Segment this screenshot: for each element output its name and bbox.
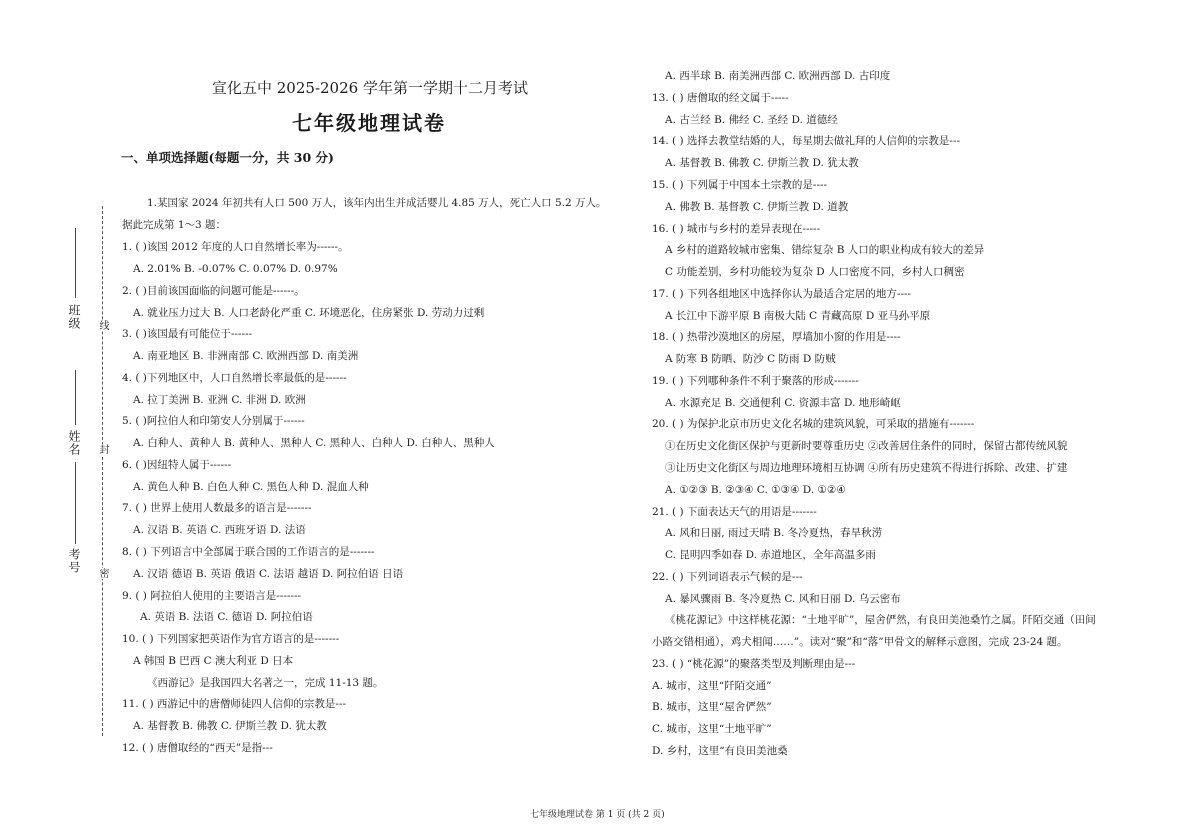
options-21-cd: C. 昆明四季如春 D. 赤道地区，全年高温多雨 bbox=[665, 549, 876, 561]
options-17: A 长江中下游平原 B 南极大陆 C 青藏高原 D 亚马孙平原 bbox=[665, 310, 931, 322]
question-2: 2. ( )目前该国面临的问题可能是------。 bbox=[122, 285, 305, 297]
question-19: 19. ( ) 下列哪种条件不利于聚落的形成------- bbox=[652, 375, 859, 387]
section-heading: 一、单项选择题(每题一分，共 30 分) bbox=[121, 150, 334, 165]
option-23-d: D. 乡村，这里“有良田美池桑 bbox=[652, 745, 788, 757]
question-23: 23. ( ) “桃花源”的聚落类型及判断理由是--- bbox=[652, 658, 856, 670]
binding-mark-mi: 密 bbox=[97, 568, 108, 579]
options-2: A. 就业压力过大 B. 人口老龄化严重 C. 环境恶化，住房紧张 D. 劳动力过剩 bbox=[133, 307, 485, 319]
options-16-cd: C 功能差别，乡村功能较为复杂 D 人口密度不同，乡村人口稠密 bbox=[665, 266, 965, 278]
paper-title: 七年级地理试卷 bbox=[292, 111, 446, 135]
binding-mark-feng: 封 bbox=[97, 444, 108, 455]
question-13: 13. ( ) 唐僧取的经文属于----- bbox=[652, 92, 789, 104]
question-4: 4. ( )下列地区中，人口自然增长率最低的是------ bbox=[122, 372, 347, 384]
options-4: A. 拉丁美洲 B. 亚洲 C. 非洲 D. 欧洲 bbox=[133, 394, 306, 406]
name-label: 姓名 bbox=[67, 430, 81, 456]
exam-no-underline bbox=[75, 462, 76, 544]
passage-instruction: 据此完成第 1～3 题： bbox=[122, 219, 227, 231]
option-23-b: B. 城市，这里“屋舍俨然” bbox=[652, 701, 772, 713]
question-15: 15. ( ) 下列属于中国本土宗教的是---- bbox=[652, 179, 828, 191]
passage-intro: 1.某国家 2024 年初共有人口 500 万人，该年内出生并成活婴儿 4.85 万人，死亡人口 5.2 万人。 bbox=[147, 197, 607, 209]
statements-20-b: ③让历史文化街区与周边地理环境相互协调 ④所有历史建筑不得进行拆除、改建、扩建 bbox=[665, 462, 1068, 474]
binding-mark-xian: 线 bbox=[97, 320, 108, 331]
question-9: 9. ( ) 阿拉伯人使用的主要语言是------- bbox=[122, 590, 302, 602]
question-16: 16. ( ) 城市与乡村的差异表现在----- bbox=[652, 223, 821, 235]
options-13: A. 古兰经 B. 佛经 C. 圣经 D. 道德经 bbox=[665, 114, 838, 126]
question-20: 20. ( ) 为保护北京市历史文化名城的建筑风貌，可采取的措施有------- bbox=[652, 418, 975, 430]
options-5: A. 白种人、黄种人 B. 黄种人、黑种人 C. 黑种人、白种人 D. 白种人、黑种人 bbox=[133, 437, 495, 449]
option-23-c: C. 城市，这里“土地平旷” bbox=[652, 723, 772, 735]
options-18: A 防寒 B 防晒、防沙 C 防雨 D 防贼 bbox=[665, 353, 836, 365]
name-underline bbox=[75, 370, 76, 425]
question-7: 7. ( ) 世界上使用人数最多的语言是------- bbox=[122, 502, 312, 514]
options-21-ab: A. 风和日丽, 雨过天晴 B. 冬冷夏热，春旱秋涝 bbox=[665, 527, 883, 539]
question-18: 18. ( ) 热带沙漠地区的房屋，厚墙加小窗的作用是---- bbox=[652, 331, 901, 343]
options-10: A 韩国 B 巴西 C 澳大利亚 D 日本 bbox=[133, 655, 294, 667]
question-22: 22. ( ) 下列词语表示气候的是--- bbox=[652, 571, 803, 583]
question-1: 1. ( )该国 2012 年度的人口自然增长率为------。 bbox=[122, 241, 349, 253]
question-8: 8. ( ) 下列语言中全部属于联合国的工作语言的是------- bbox=[122, 546, 375, 558]
statements-20-a: ①在历史文化街区保护与更新时要尊重历史 ②改善居住条件的同时，保留古都传统风貌 bbox=[665, 440, 1068, 452]
passage-taohuayuan-2: 小路交错相通），鸡犬相闻……”。读对“聚”和“落”甲骨文的解释示意图，完成 23-24 题。 bbox=[652, 636, 1068, 648]
question-10: 10. ( ) 下列国家把英语作为官方语言的是------- bbox=[122, 633, 340, 645]
options-8: A. 汉语 德语 B. 英语 俄语 C. 法语 越语 D. 阿拉伯语 日语 bbox=[133, 568, 404, 580]
question-5: 5. ( )阿拉伯人和印第安人分别属于------ bbox=[122, 415, 305, 427]
options-7: A. 汉语 B. 英语 C. 西班牙语 D. 法语 bbox=[133, 524, 306, 536]
question-17: 17. ( ) 下列各组地区中选择你认为最适合定居的地方---- bbox=[652, 288, 912, 300]
question-3: 3. ( )该国最有可能位于------ bbox=[122, 328, 253, 340]
question-11: 11. ( ) 西游记中的唐僧师徒四人信仰的宗教是--- bbox=[122, 698, 347, 710]
question-12: 12. ( ) 唐僧取经的“西天”是指--- bbox=[122, 742, 273, 754]
options-12: A. 西半球 B. 南美洲西部 C. 欧洲西部 D. 古印度 bbox=[665, 70, 891, 82]
options-22: A. 暴风骤雨 B. 冬冷夏热 C. 风和日丽 D. 乌云密布 bbox=[665, 593, 901, 605]
question-14: 14. ( ) 选择去教堂结婚的人，每星期去做礼拜的人信仰的宗教是--- bbox=[652, 135, 961, 147]
passage-taohuayuan-1: 《桃花源记》中这样桃花源：“土地平旷”，屋舍俨然，有良田美池桑竹之属。阡陌交通（田间 bbox=[665, 614, 1096, 626]
options-14: A. 基督教 B. 佛教 C. 伊斯兰教 D. 犹太教 bbox=[665, 157, 859, 169]
options-3: A. 南亚地区 B. 非洲南部 C. 欧洲西部 D. 南美洲 bbox=[133, 350, 359, 362]
passage-xiyouji: 《西游记》是我国四大名著之一，完成 11-13 题。 bbox=[147, 677, 384, 689]
option-23-a: A. 城市，这里“阡陌交通” bbox=[652, 680, 772, 692]
class-underline bbox=[75, 228, 76, 298]
page-footer: 七年级地理试卷 第 1 页 (共 2 页) bbox=[530, 810, 665, 820]
options-20: A. ①②③ B. ②③④ C. ①③④ D. ①②④ bbox=[665, 484, 846, 496]
options-6: A. 黄色人种 B. 白色人种 C. 黑色人种 D. 混血人种 bbox=[133, 481, 369, 493]
options-9: A. 英语 B. 法语 C. 德语 D. 阿拉伯语 bbox=[140, 611, 313, 623]
school-exam-title: 宣化五中 2025-2026 学年第一学期十二月考试 bbox=[212, 79, 528, 97]
question-21: 21. ( ) 下面表达天气的用语是------- bbox=[652, 506, 817, 518]
options-16-ab: A 乡村的道路较城市密集、错综复杂 B 人口的职业构成有较大的差异 bbox=[665, 244, 985, 256]
options-1: A. 2.01% B. -0.07% C. 0.07% D. 0.97% bbox=[133, 263, 338, 275]
class-label: 班级 bbox=[67, 304, 81, 330]
options-15: A. 佛教 B. 基督教 C. 伊斯兰教 D. 道教 bbox=[665, 201, 849, 213]
binding-dashed-line bbox=[102, 206, 103, 736]
options-19: A. 水源充足 B. 交通便利 C. 资源丰富 D. 地形崎岖 bbox=[665, 397, 901, 409]
question-6: 6. ( )因纽特人属于------ bbox=[122, 459, 232, 471]
exam-number-label: 考号 bbox=[67, 548, 81, 574]
options-11: A. 基督教 B. 佛教 C. 伊斯兰教 D. 犹太教 bbox=[133, 720, 327, 732]
